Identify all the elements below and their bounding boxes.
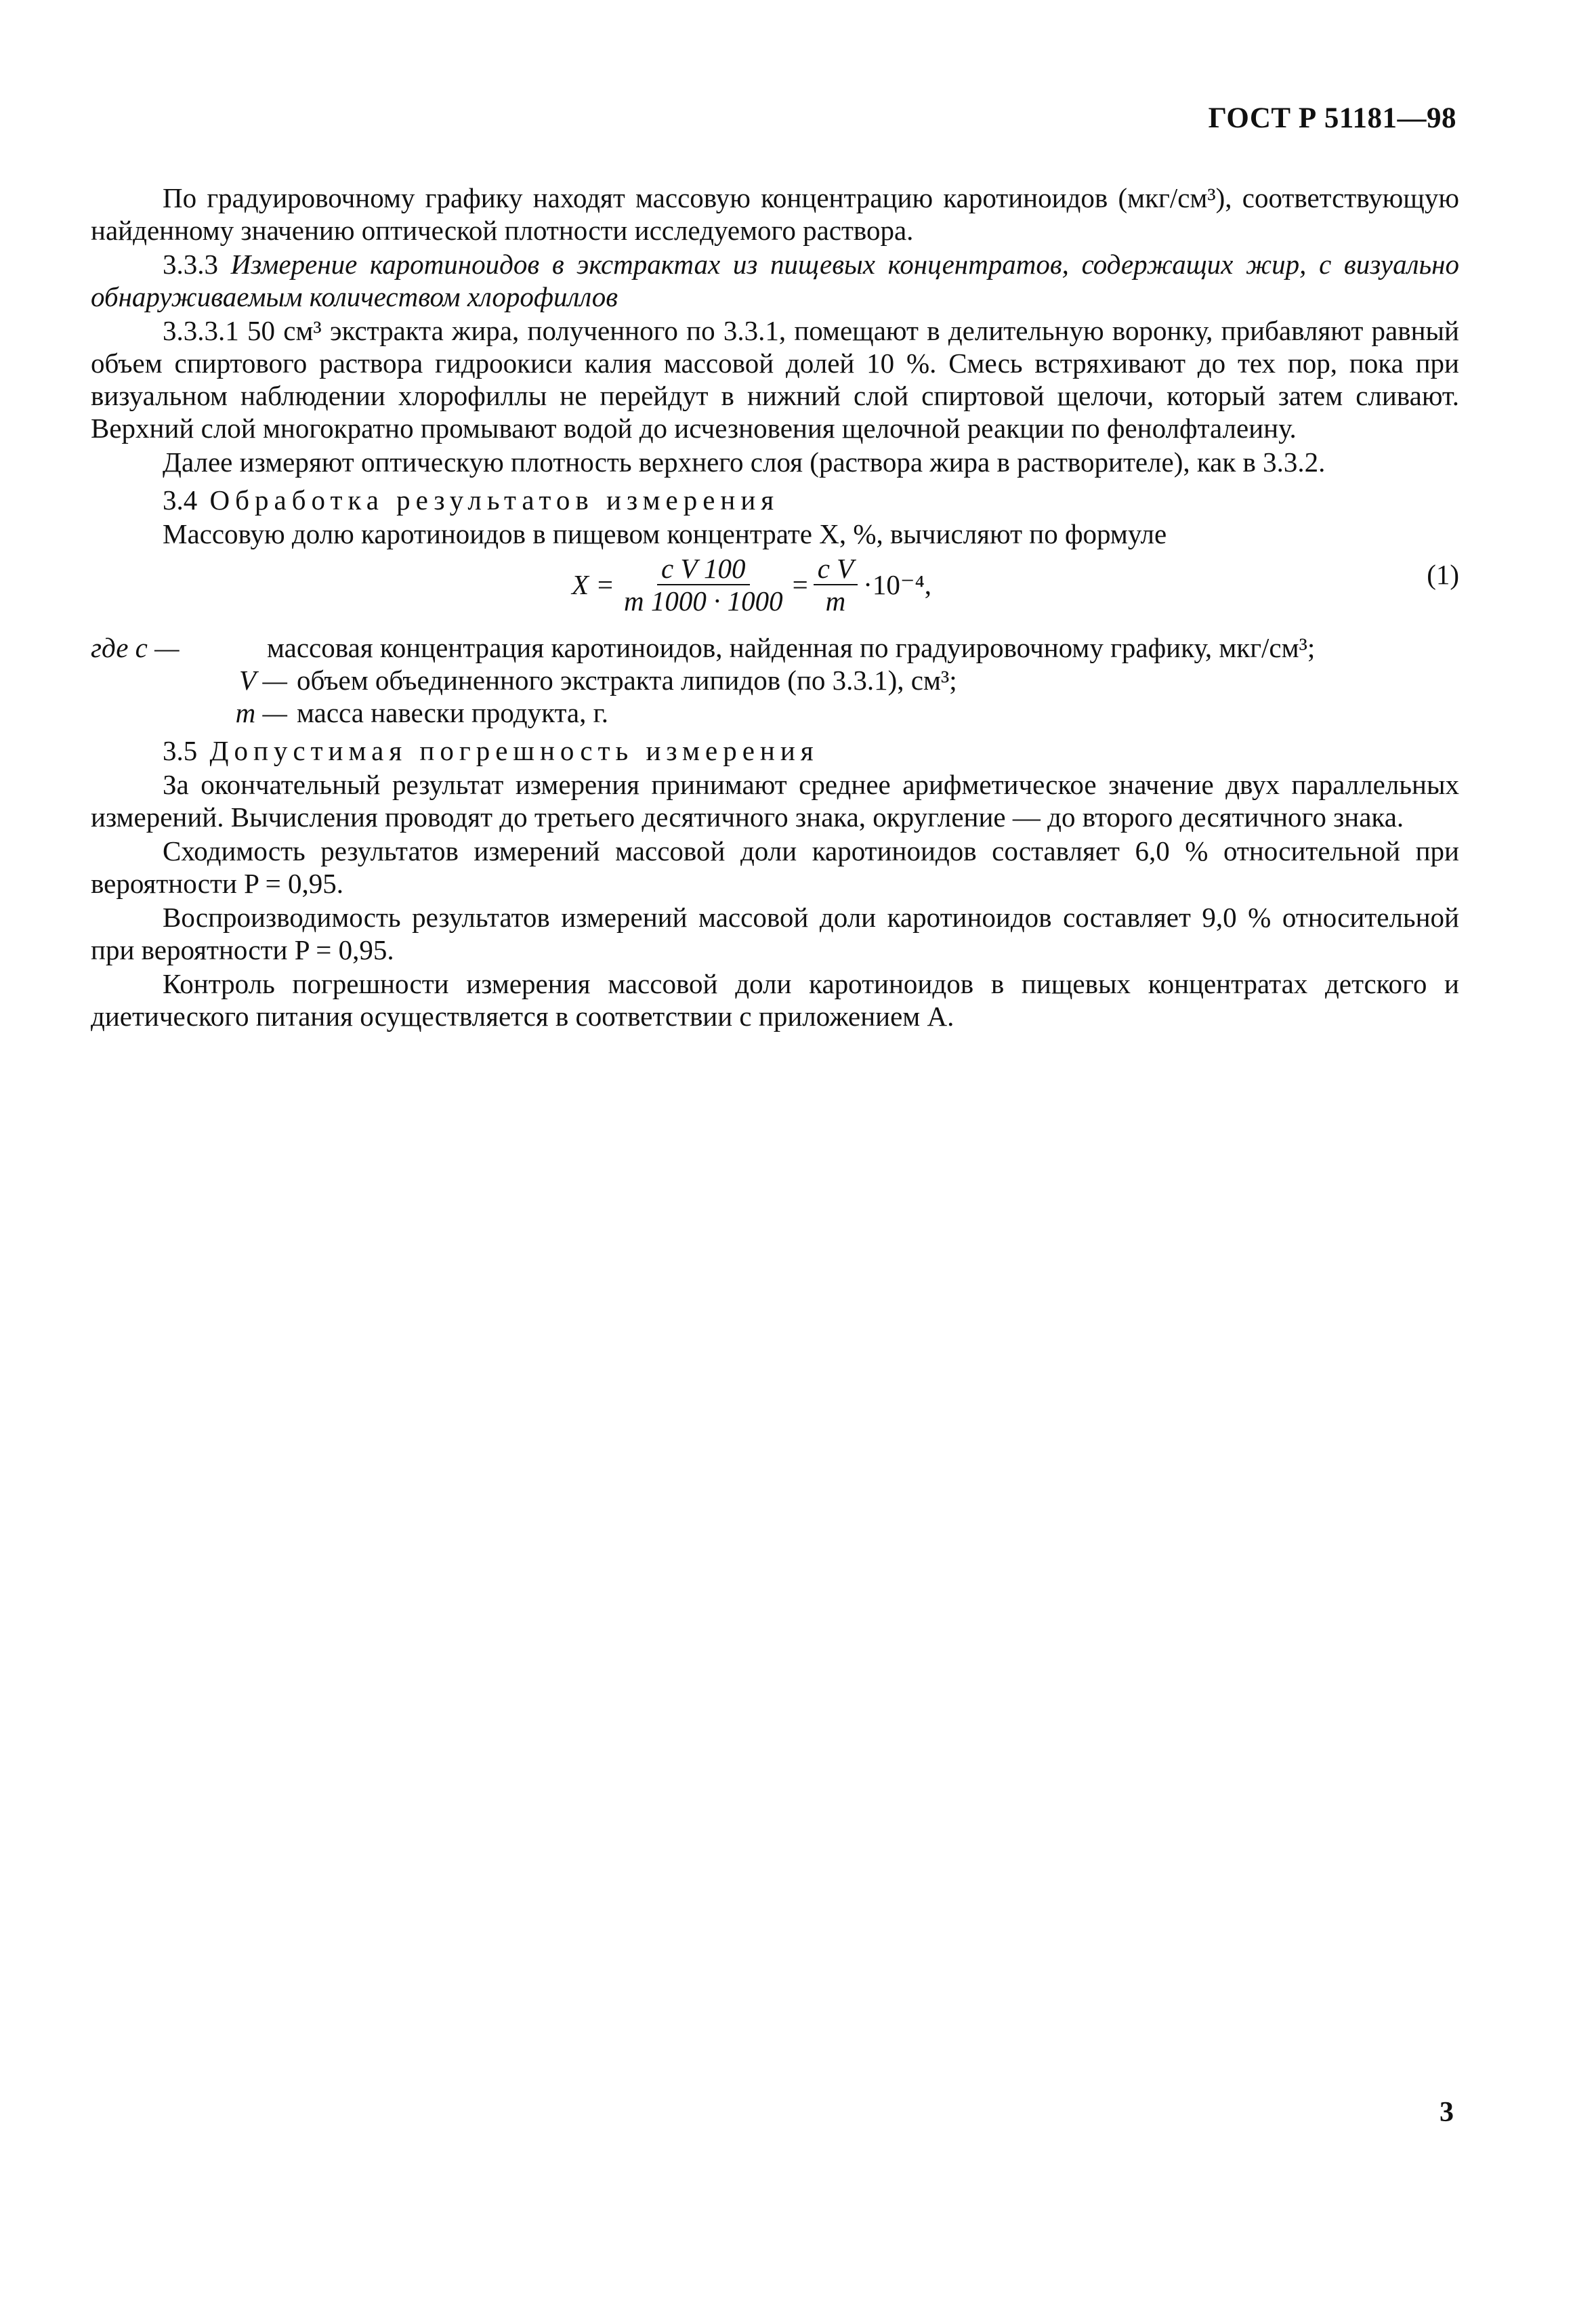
formula-fraction-1 xyxy=(620,554,787,615)
equation-number: (1) xyxy=(1427,559,1459,590)
where-m-row xyxy=(91,696,1459,729)
paragraph-further-measure: Далее измеряют оптическую плотность верхнего слоя (раствора жира в растворителе), как в 3.3.2. xyxy=(163,446,1326,478)
where-c-text: массовая концентрация каротиноидов, найденная по градуировочному графику, мкг/см³; xyxy=(267,632,1316,663)
where-v-symbol: V — xyxy=(238,665,287,696)
formula-equals: = xyxy=(792,569,808,600)
section-number: 3.5 xyxy=(163,735,198,766)
section-title: Допустимая погрешность измерения xyxy=(209,735,819,766)
section-3-5-heading xyxy=(91,734,1459,767)
where-c-row xyxy=(91,631,1459,664)
formula-fraction-2 xyxy=(814,554,858,615)
paragraph-final-result: За окончательный результат измерения принимают среднее арифметическое значение двух параллельных измерений. Вычисления проводят до третьего десятичного знака, округление — до второго десятичного знака. xyxy=(91,769,1459,833)
paragraph-reproducibility: Воспроизводимость результатов измерений массовой доли каротиноидов составляет 9,0 % относительной при вероятности P = 0,95. xyxy=(91,902,1459,965)
paragraph-repeatability: Сходимость результатов измерений массовой доли каротиноидов составляет 6,0 % относительной при вероятности P = 0,95. xyxy=(91,835,1459,899)
formula-lhs: X = xyxy=(572,569,614,600)
paragraph-error-control: Контроль погрешности измерения массовой доли каротиноидов в пищевых концентратах детского и диетического питания осуществляется в соответствии с приложением А. xyxy=(91,968,1459,1032)
document-header: ГОСТ Р 51181—98 xyxy=(1208,102,1456,134)
page-number: 3 xyxy=(1440,2097,1454,2128)
where-c-symbol: где c — xyxy=(91,632,180,663)
paragraph-calibration: По градуировочному графику находят массовую концентрацию каротиноидов (мкг/см³), соответствующую найденному значению оптической плотности исследуемого раствора. xyxy=(91,182,1459,246)
fraction-denominator: m 1000 · 1000 xyxy=(623,585,783,617)
section-title: Обработка результатов измерения xyxy=(209,484,780,516)
formula xyxy=(572,554,931,615)
where-v-text: объем объединенного экстракта липидов (по 3.3.1), см³; xyxy=(297,665,957,696)
fraction-numerator: c V 100 xyxy=(657,554,750,585)
where-m-symbol: m — xyxy=(235,697,287,728)
paragraph-formula-intro: Массовую долю каротиноидов в пищевом концентрате X, %, вычисляют по формуле xyxy=(163,518,1167,549)
fraction-denominator: m xyxy=(825,585,846,617)
section-title: Измерение каротиноидов в экстрактах из пищевых концентратов, содержащих жир, с визуально обнаруживаемым количеством хлорофиллов xyxy=(91,249,1460,312)
section-number: 3.3.3 xyxy=(163,249,218,280)
document-body xyxy=(91,182,1459,1034)
where-v-row xyxy=(91,664,1459,696)
formula-block xyxy=(91,551,1459,626)
section-3-3-3-heading xyxy=(91,248,1459,313)
section-number: 3.4 xyxy=(163,484,198,516)
section-3-4-heading xyxy=(91,484,1459,516)
formula-tail: ·10⁻⁴, xyxy=(863,569,932,600)
where-m-text: масса навески продукта, г. xyxy=(297,697,609,728)
paragraph-3-3-3-1: 3.3.3.1 50 см³ экстракта жира, полученного по 3.3.1, помещают в делительную воронку, прибавляют равный объем спиртового раствора гидроокиси калия массовой долей 10 %. Смесь встряхивают до тех пор, пока при визуальном наблюдении хлорофиллы не перейдут в нижний слой спиртовой щелочи, который затем сливают. Верхний слой многократно промывают водой до исчезновения щелочной реакции по фенолфталеину. xyxy=(91,315,1459,444)
fraction-numerator: c V xyxy=(814,554,858,585)
